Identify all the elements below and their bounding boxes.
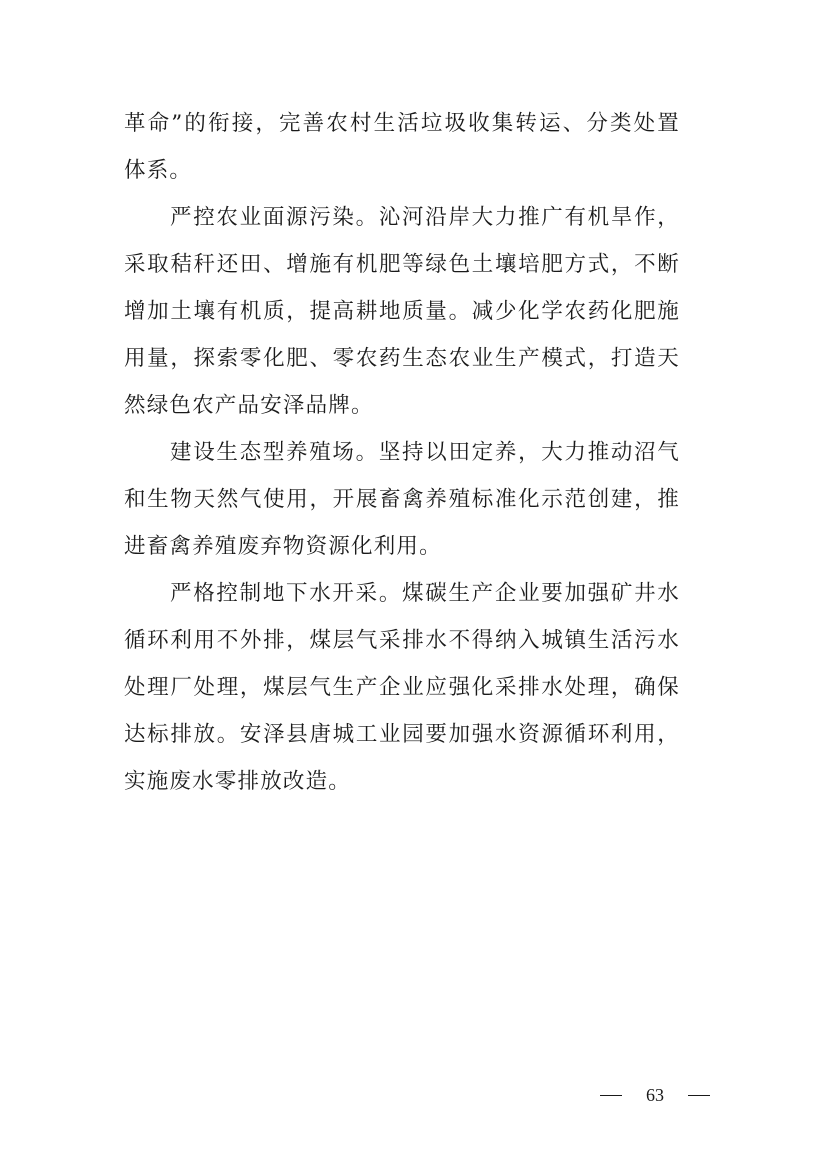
paragraph-2: 严控农业面源污染。沁河沿岸大力推广有机旱作，采取秸秆还田、增施有机肥等绿色土壤培肥方式，不断增加土壤有机质，提高耕地质量。减少化学农药化肥施用量，探索零化肥、零农药生态农业生产模式，打造天然绿色农产品安泽品牌。 [124, 205, 680, 418]
dash-right [688, 1095, 710, 1096]
dash-left [600, 1095, 622, 1096]
paragraph-4: 严格控制地下水开采。煤碳生产企业要加强矿井水循环利用不外排，煤层气采排水不得纳入城镇生活污水处理厂处理，煤层气生产企业应强化采排水处理，确保达标排放。安泽县唐城工业园要加强水资源循环利用，实施废水零排放改造。 [124, 581, 680, 794]
body-text [124, 100, 680, 805]
page-footer [600, 1080, 710, 1110]
paragraph-1: 革命”的衔接，完善农村生活垃圾收集转运、分类处置体系。 [124, 111, 680, 183]
paragraph-3: 建设生态型养殖场。坚持以田定养，大力推动沼气和生物天然气使用，开展畜禽养殖标准化示范创建，推进畜禽养殖废弃物资源化利用。 [124, 440, 680, 559]
page-number: 63 [646, 1084, 664, 1105]
